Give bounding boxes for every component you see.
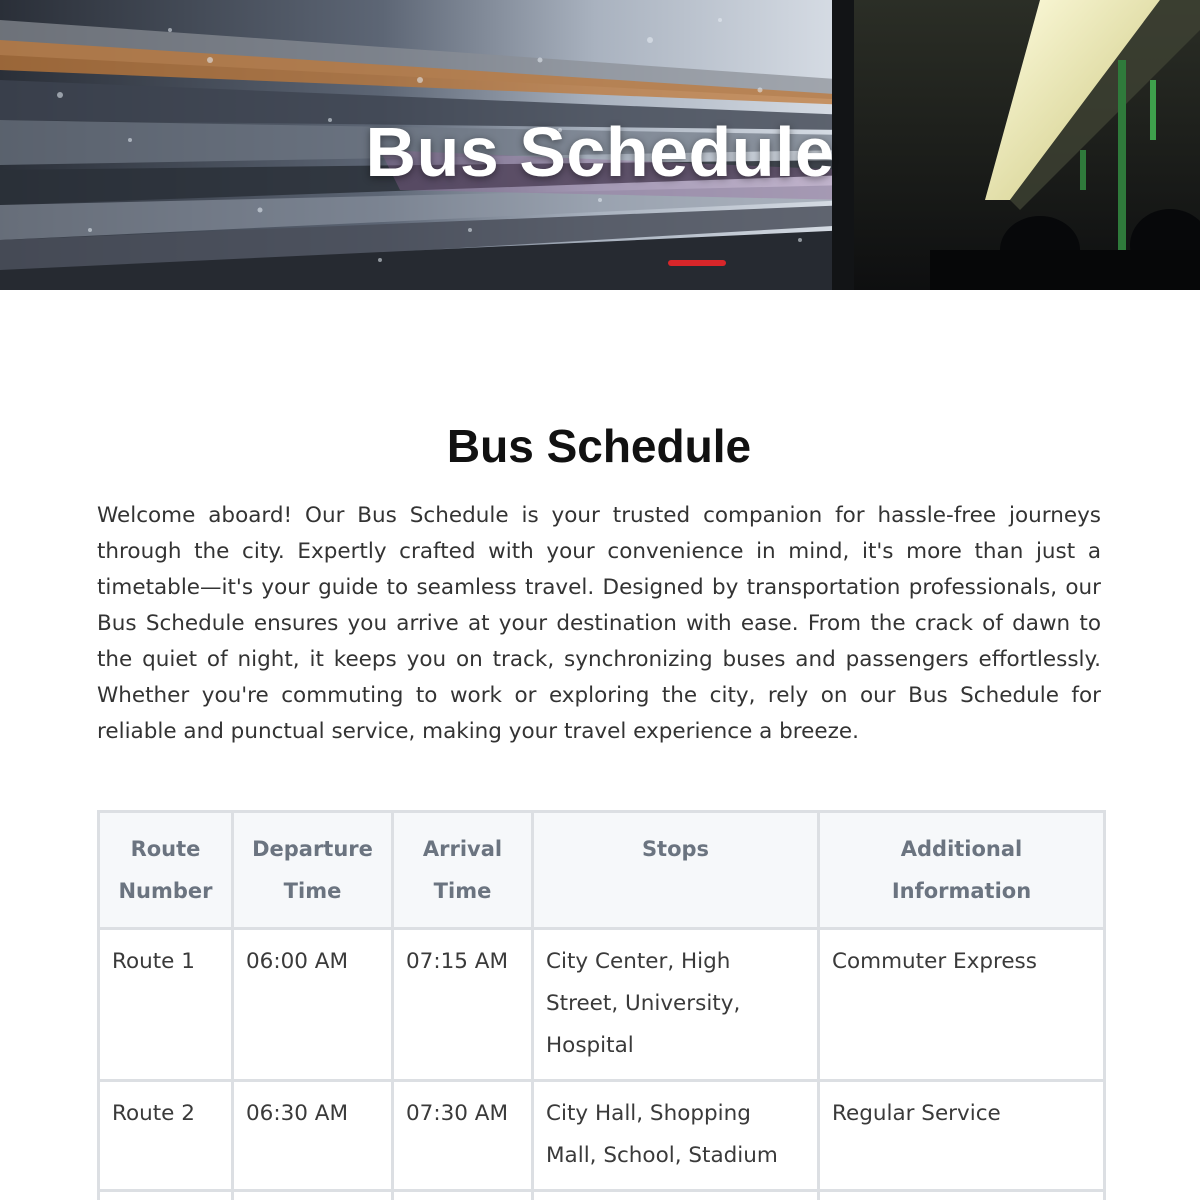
cell-arrival — [393, 1191, 533, 1200]
cell-stops: City Center, High Street, University, Hospital — [533, 929, 819, 1081]
hero-banner — [0, 0, 1200, 290]
schedule-table — [97, 810, 1106, 1200]
cell-route — [99, 1191, 233, 1200]
cell-route: Route 2 — [99, 1081, 233, 1191]
header-additional-information: Additional Information — [819, 812, 1105, 929]
cell-stops — [533, 1191, 819, 1200]
header-arrival-time: Arrival Time — [393, 812, 533, 929]
cell-info: Regular Service — [819, 1081, 1105, 1191]
cell-departure: 06:30 AM — [233, 1081, 393, 1191]
page-title: Bus Schedule — [446, 420, 752, 472]
table-row — [99, 929, 1105, 1081]
cell-departure — [233, 1191, 393, 1200]
cell-departure: 06:00 AM — [233, 929, 393, 1081]
cell-stops: City Hall, Shopping Mall, School, Stadium — [533, 1081, 819, 1191]
cell-info: Commuter Express — [819, 929, 1105, 1081]
hero-title: Bus Schedule — [365, 113, 835, 191]
intro-paragraph: Welcome aboard! Our Bus Schedule is your trusted companion for hassle-free journeys through the city. Expertly crafted with your convenience in mind, it's more than just a timetable—it's your guide to seamless travel. Designed by transportation professionals, our Bus Schedule ensures you arrive at your destination with ease. From the crack of dawn to the quiet of night, it keeps you on track, synchronizing buses and passengers effortlessly. Whether you're commuting to work or exploring the city, rely on our Bus Schedule for reliable and punctual service, making your travel experience a breeze. — [97, 503, 1101, 744]
table-row — [99, 1081, 1105, 1191]
header-stops: Stops — [533, 812, 819, 929]
header-departure-time: Departure Time — [233, 812, 393, 929]
cell-route: Route 1 — [99, 929, 233, 1081]
cell-arrival: 07:15 AM — [393, 929, 533, 1081]
table-row — [99, 1191, 1105, 1200]
document-content — [97, 418, 1101, 750]
table-header-row — [99, 812, 1105, 929]
header-route-number: Route Number — [99, 812, 233, 929]
cell-arrival: 07:30 AM — [393, 1081, 533, 1191]
cell-info — [819, 1191, 1105, 1200]
